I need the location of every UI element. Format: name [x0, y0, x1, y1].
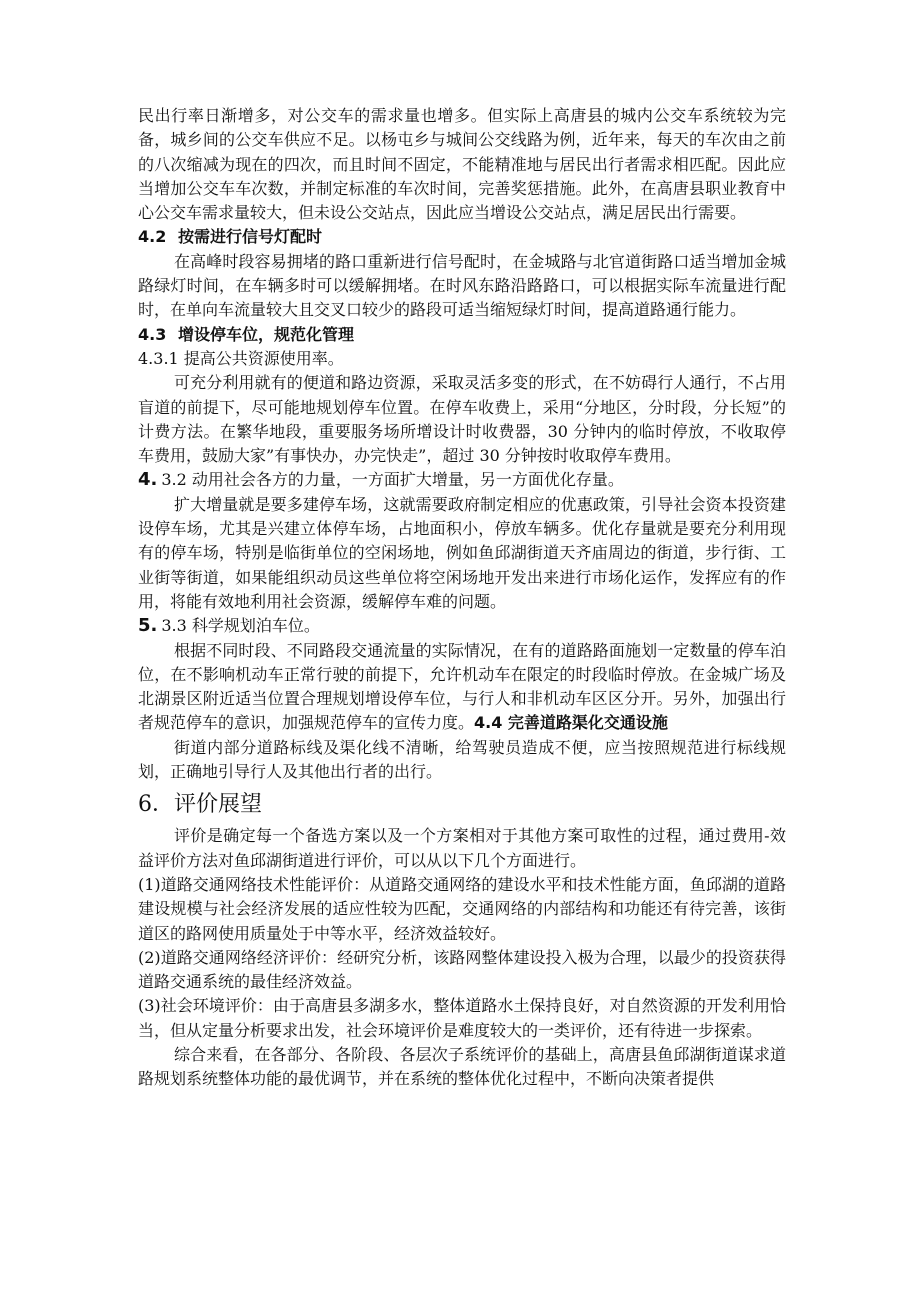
subheading-4-3-3 [138, 614, 786, 638]
document-page [138, 104, 786, 1092]
heading-number: 4.2 [138, 227, 167, 247]
section-heading-6: 6．评价展望 [138, 792, 262, 818]
heading-title: 增设停车位，规范化管理 [178, 324, 355, 344]
list-item-technical: (1)道路交通网络技术性能评价：从道路交通网络的建设水平和技术性能方面，鱼邱湖的道路建设规模与社会经济发展的适应性较为匹配，交通网络的内部结构和功能还有待完善，该街道区的路网使用质量处于中等水平，经济效益较好。 [138, 874, 786, 943]
heading-4-2 [138, 225, 786, 249]
paragraph-parking-supply: 扩大增量就是要多建停车场，这就需要政府制定相应的优惠政策，引导社会资本投资建设停车场，尤其是兴建立体停车场，占地面积小，停放车辆多。优化存量就是要充分利用现有的停车场，特别是临街单位的空闲场地，例如鱼邱湖街道天齐庙周边的街道，步行街、工业街等街道，如果能组织动员这些单位将空闲场地开发出来进行市场化运作，发挥应有的作用，将能有效地利用社会资源，缓解停车难的问题。 [138, 494, 786, 611]
subheading-4-3-2 [138, 468, 786, 492]
subheading-text: 3.2 动用社会各方的力量，一方面扩大增量，另一方面优化存量。 [161, 470, 624, 490]
list-item-social: (3)社会环境评价：由于高唐县多湖多水，整体道路水土保持良好，对自然资源的开发利用恰当，但从定量分析要求出发，社会环境评价是难度较大的一类评价，还有待进一步探索。 [138, 996, 786, 1040]
subheading-4-3-1: 4.3.1 提高公共资源使用率。 [138, 348, 344, 368]
paragraph-evaluation-intro: 评价是确定每一个备选方案以及一个方案相对于其他方案可取性的过程，通过费用-效益评价方法对鱼邱湖街道进行评价，可以从以下几个方面进行。 [138, 826, 786, 870]
paragraph-public-resources: 可充分利用就有的便道和路边资源，采取灵活多变的形式，在不妨碍行人通行，不占用盲道的前提下，尽可能地规划停车位置。在停车收费上，采用“分地区，分时段，分长短”的计费方法。在繁华地段，重要服务场所增设计时收费器，30 分钟内的临时停放，不收取停车费用，鼓励大家”有事快办，办完快走”，超过 30 分钟按时收取停车费用。 [138, 373, 786, 466]
heading-4-4: 4.4 完善道路渠化交通设施 [474, 713, 668, 733]
heading-title: 按需进行信号灯配时 [178, 227, 323, 247]
subheading-text: 3.3 科学规划泊车位。 [161, 616, 320, 636]
heading-4-3 [138, 323, 786, 347]
paragraph-summary: 综合来看，在各部分、各阶段、各层次子系统评价的基础上，高唐县鱼邱湖街道谋求道路规划系统整体功能的最优调节，并在系统的整体优化过程中，不断向决策者提供 [138, 1044, 786, 1089]
list-number: 5. [138, 615, 158, 637]
paragraph-parking-planning [138, 639, 786, 736]
heading-number: 4.3 [138, 324, 167, 344]
paragraph-channelization: 街道内部分道路标线及渠化线不清晰，给驾驶员造成不便，应当按照规范进行标线规划，正确地引导行人及其他出行者的出行。 [138, 737, 786, 782]
list-number: 4. [138, 469, 158, 491]
paragraph-signal: 在高峰时段容易拥堵的路口重新进行信号配时，在金城路与北官道街路口适当增加金城路绿灯时间，在车辆多时可以缓解拥堵。在时风东路沿路路口，可以根据实际车流量进行配时，在单向车流量较大且交叉口较少的路段可适当缩短绿灯时间，提高道路通行能力。 [138, 251, 786, 320]
paragraph-text: 根据不同时段、不同路段交通流量的实际情况，在有的道路路面施划一定数量的停车泊位，在不影响机动车正常行驶的前提下，允许机动车在限定的时段临时停放。在金城广场及北湖景区附近适当位置合理规划增设停车位，与行人和非机动车区区分开。另外，加强出行者规范停车的意识，加强规范停车的宣传力度。 [138, 640, 786, 733]
paragraph-bus: 民出行率日渐增多，对公交车的需求量也增多。但实际上高唐县的城内公交车系统较为完备，城乡间的公交车供应不足。以杨屯乡与城间公交线路为例，近年来，每天的车次由之前的八次缩减为现在的四次，而且时间不固定，不能精准地与居民出行者需求相匹配。因此应当增加公交车车次数，并制定标准的车次时间，完善奖惩措施。此外，在高唐县职业教育中心公交车需求量较大，但未设公交站点，因此应当增设公交站点，满足居民出行需要。 [138, 106, 786, 223]
list-item-economic: (2)道路交通网络经济评价：经研究分析，该路网整体建设投入极为合理，以最少的投资获得道路交通系统的最佳经济效益。 [138, 947, 786, 992]
